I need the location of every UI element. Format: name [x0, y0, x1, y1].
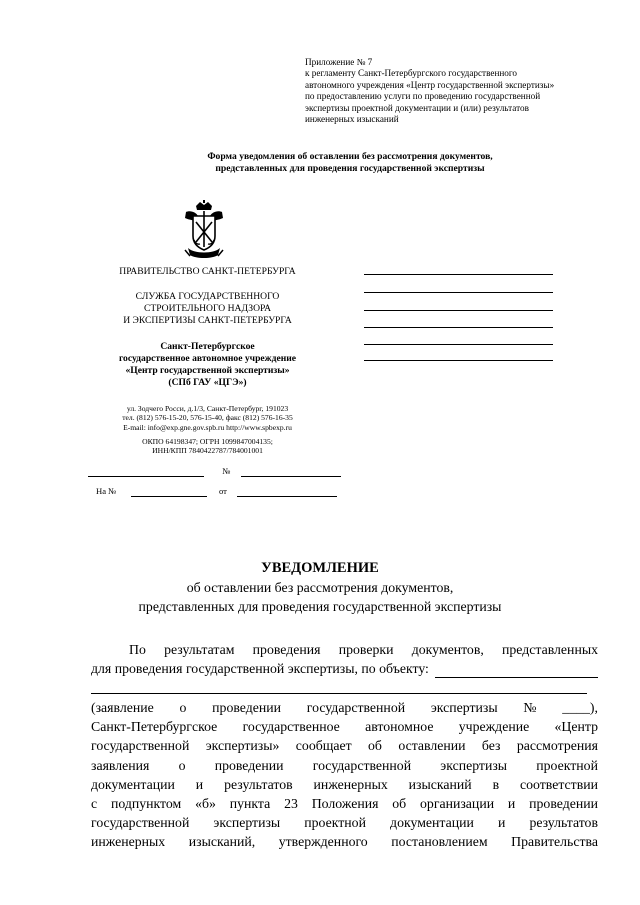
body-line [91, 717, 598, 736]
body-word: о [179, 700, 187, 715]
intro-line-1 [91, 640, 598, 659]
reply-number-row [96, 486, 337, 497]
organization-name [90, 341, 325, 389]
recipient-line [364, 292, 553, 293]
reply-date-field [237, 486, 337, 497]
body-word: подпунктом [110, 796, 182, 812]
body-word: ____), [562, 700, 598, 715]
appendix-line: Приложение № 7 [305, 57, 373, 67]
body-word: проведении [214, 757, 284, 773]
address: ул. Зодчего Росси, д.1/3, Санкт-Петербург, 191023 [126, 404, 289, 413]
object-field [435, 663, 598, 678]
body-word: изысканий, [188, 834, 256, 850]
indent [91, 640, 129, 659]
body-word: с [91, 796, 98, 812]
org-line: государственное автономное учреждение [118, 353, 297, 364]
body-word: результатов [224, 776, 293, 792]
body-word: организации [420, 796, 495, 812]
registration-codes [90, 437, 325, 456]
form-title [120, 151, 580, 175]
from-label: от [219, 486, 227, 496]
body-word: изысканий [408, 776, 472, 792]
body-word: об [392, 796, 407, 812]
service-line: СЛУЖБА ГОСУДАРСТВЕННОГО [135, 291, 280, 302]
outgoing-number-field [241, 466, 341, 477]
email-website: E-mail: info@exp.gne.gov.spb.ru http://www.spbexp.ru [123, 422, 292, 432]
body-line [91, 813, 598, 832]
body-word: и [497, 815, 506, 831]
body-word: экспертизы [430, 700, 498, 715]
org-line: Санкт-Петербургское [160, 341, 255, 352]
phone: тел. (812) 576-15-20, 576-15-40, факс (812) 576-16-35 [122, 413, 293, 423]
body-word: «Центр [554, 719, 598, 735]
notice-body [91, 698, 598, 852]
body-word: заявления [91, 757, 150, 773]
body-word: экспертизы» [205, 738, 280, 754]
body-word: проектной [536, 757, 598, 773]
appendix-line: к регламенту Санкт-Петербургского государственного [305, 68, 517, 79]
body-word: инженерных [91, 834, 166, 850]
body-word: о [178, 757, 186, 773]
org-line: (СПб ГАУ «ЦГЭ») [168, 377, 247, 388]
body-line [91, 794, 598, 813]
body-word: и [195, 776, 204, 792]
body-word: проведении [212, 700, 282, 715]
contact-info [90, 404, 325, 432]
body-word: государственной [312, 757, 412, 773]
body-word: соответствии [520, 776, 598, 792]
object-line [91, 693, 587, 694]
body-word: рассмотрения [516, 738, 598, 754]
body-word: результатов [529, 815, 598, 831]
org-line: «Центр государственной экспертизы» [125, 365, 290, 376]
appendix-line: экспертизы проектной документации и (или) результатов [305, 102, 529, 113]
body-word: оставлении [398, 738, 466, 754]
recipient-line [364, 360, 553, 361]
body-word: проектной [304, 815, 366, 831]
in-reply-label: На № [96, 486, 117, 496]
intro-text-2: для проведения государственной экспертизы, по объекту: [91, 661, 429, 677]
service-name [90, 291, 325, 326]
okpo-ogrn: ОКПО 64198347; ОГРН 1099847004135; [142, 437, 273, 446]
body-word: постановлением [391, 834, 488, 850]
coat-of-arms-icon [180, 200, 228, 260]
body-word: автономное [365, 719, 434, 735]
form-title-line: Форма уведомления об оставлении без рассмотрения документов, [207, 151, 493, 162]
body-word: в [492, 776, 500, 792]
appendix-note [305, 57, 605, 125]
body-word: Положения [311, 796, 379, 812]
body-word: проведении [529, 796, 598, 812]
body-word: государственной [91, 738, 190, 754]
body-word: государственное [242, 719, 340, 735]
body-word: № [523, 700, 537, 715]
body-line [91, 832, 598, 851]
body-word: без [481, 738, 501, 754]
notice-subtitle [0, 578, 640, 616]
government-name: ПРАВИТЕЛЬСТВО САНКТ-ПЕТЕРБУРГА [119, 266, 296, 277]
body-word: Правительства [511, 834, 598, 850]
body-word: инженерных [313, 776, 388, 792]
paragraph-intro [91, 640, 598, 678]
intro-text: По результатам проведения проверки документов, представленных [129, 642, 598, 657]
reply-number-field [131, 486, 207, 497]
body-word: (заявление [91, 700, 154, 715]
body-word: документации [91, 776, 175, 792]
body-word: сообщает [295, 738, 352, 754]
body-word: и [507, 796, 516, 812]
intro-line-2 [91, 659, 598, 678]
subtitle-line: об оставлении без рассмотрения документов, [186, 580, 454, 595]
subtitle-line: представленных для проведения государственной экспертизы [138, 599, 502, 614]
recipient-line [364, 274, 553, 275]
body-word: пункта [229, 796, 271, 812]
number-sign: № [222, 466, 231, 476]
body-word: об [368, 738, 382, 754]
body-word: документации [390, 815, 474, 831]
body-word: «б» [195, 796, 216, 812]
appendix-line: автономного учреждения «Центр государственной экспертизы» [305, 79, 555, 90]
service-line: СТРОИТЕЛЬНОГО НАДЗОРА [143, 302, 272, 314]
body-word: учреждение [458, 719, 530, 735]
service-line: И ЭКСПЕРТИЗЫ САНКТ-ПЕТЕРБУРГА [123, 314, 292, 326]
body-line [91, 698, 598, 717]
body-word: государственной [91, 815, 190, 831]
body-line [91, 736, 598, 755]
inn-kpp: ИНН/КПП 7840422787/784001001 [152, 446, 263, 456]
appendix-line: инженерных изысканий [305, 114, 399, 125]
recipient-line [364, 310, 553, 311]
appendix-line: по предоставлению услуги по проведению государственной [305, 91, 541, 102]
body-word: экспертизы [440, 757, 508, 773]
body-word: экспертизы [213, 815, 281, 831]
body-word: Санкт-Петербургское [91, 719, 218, 735]
body-word: утвержденного [278, 834, 368, 850]
body-line [91, 756, 598, 775]
outgoing-number-row [88, 466, 341, 477]
body-line [91, 775, 598, 794]
recipient-line [364, 344, 553, 345]
form-title-line: представленных для проведения государственной экспертизы [215, 163, 485, 174]
body-word: государственной [306, 700, 406, 715]
notice-title: УВЕДОМЛЕНИЕ [261, 560, 379, 576]
recipient-line [364, 327, 553, 328]
body-word: 23 [284, 796, 298, 812]
outgoing-date-field [88, 466, 204, 477]
